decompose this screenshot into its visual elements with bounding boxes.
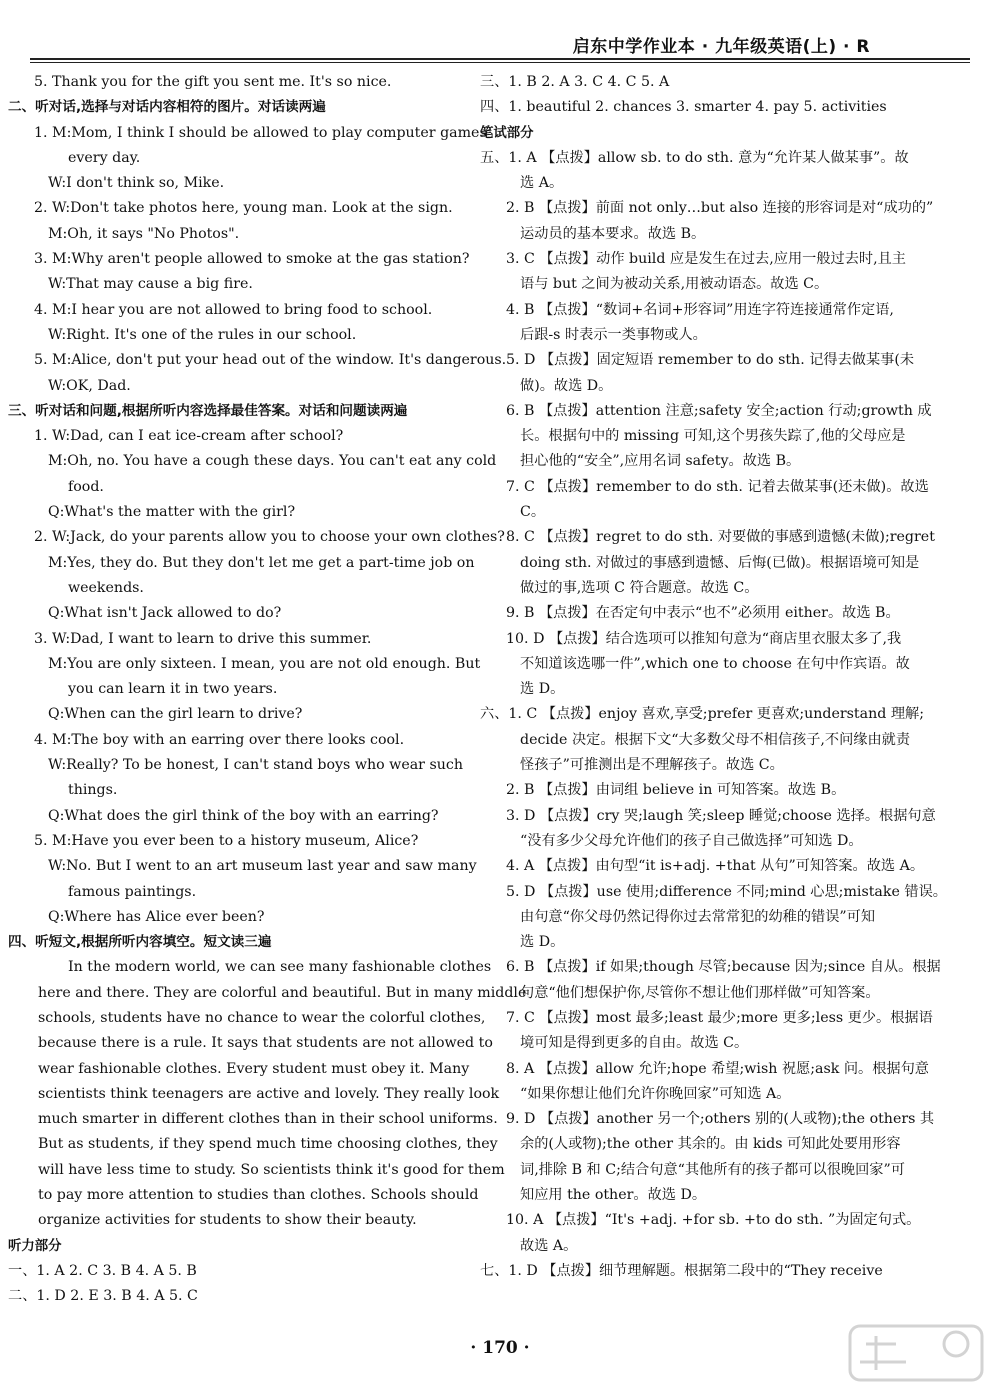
right-text-line: 6. B 【点拨】if 如果;though 尽管;because 因为;since 自从。根据 [506, 959, 941, 976]
right-text-line: “没有多少父母允许他们的孩子自己做选择”可知选 D。 [520, 832, 863, 849]
left-text-line: weekends. [68, 579, 144, 596]
right-text-line: 四、1. beautiful 2. chances 3. smarter 4. pay 5. activities [480, 99, 887, 116]
header-title: 启东中学作业本 · 九年级英语(上) · R [572, 37, 870, 57]
left-text-line: W:Right. It's one of the rules in our school. [48, 326, 357, 343]
left-text-line: 1. M:Mom, I think I should be allowed to play computer games [34, 124, 487, 141]
left-text-line: 5. M:Alice, don't put your head out of the window. It's dangerous. [34, 352, 507, 369]
right-text-line: 由句意“你父母仍然记得你过去常常犯的幼稚的错误”可知 [520, 908, 876, 925]
right-text-line: 4. A 【点拨】由句型“it is+adj. +that 从句”可知答案。故选 A。 [506, 858, 925, 875]
right-text-line: 故选 A。 [520, 1237, 578, 1254]
left-text-line: But as students, if they spend much time choosing clothes, they [38, 1136, 498, 1153]
right-text-line: 7. C 【点拨】remember to do sth. 记着去做某事(还未做)。故选 [506, 478, 929, 495]
right-text-line: 语与 but 之间为被动关系,用被动语态。故选 C。 [520, 276, 829, 293]
left-text-line: because there is a rule. It says that students are not allowed to [38, 1035, 493, 1052]
left-text-line: 二、听对话,选择与对话内容相符的图片。对话读两遍 [8, 99, 326, 116]
left-text-line: to pay more attention to studies than clothes. Schools should [38, 1187, 479, 1204]
header-rule [30, 58, 970, 60]
right-text-line: 8. A 【点拨】allow 允许;hope 希望;wish 祝愿;ask 问。根据句意 [506, 1060, 929, 1077]
right-text-line: 六、1. C 【点拨】enjoy 喜欢,享受;prefer 更喜欢;understand 理解; [480, 706, 924, 723]
right-text-line: 长。根据句中的 missing 可知,这个男孩失踪了,他的父母应是 [520, 428, 906, 445]
right-text-line: 10. D 【点拨】结合选项可以推知句意为“商店里衣服太多了,我 [506, 630, 902, 647]
left-text-line: Q:What's the matter with the girl? [48, 504, 296, 521]
right-text-line: 知应用 the other。故选 D。 [520, 1187, 707, 1204]
right-text-line: 三、1. B 2. A 3. C 4. C 5. A [480, 74, 670, 90]
left-text-line: W:No. But I went to an art museum last year and saw many [48, 858, 477, 875]
right-text-line: 10. A 【点拨】“It's +adj. +for sb. +to do sth. ”为固定句式。 [506, 1212, 921, 1229]
left-text-line: 5. Thank you for the gift you sent me. It's so nice. [34, 74, 392, 90]
left-text-line: M:Yes, they do. But they don't let me get a part-time job on [48, 554, 475, 571]
watermark-logo-icon [846, 1322, 986, 1384]
right-text-line: 选 D。 [520, 681, 565, 698]
right-text-line: 不知道该选哪一件”,which one to choose 在句中作宾语。故 [520, 655, 910, 672]
left-text-line: W:I don't think so, Mike. [48, 175, 225, 192]
right-text-line: 2. B 【点拨】前面 not only…but also 连接的形容词是对“成功的” [506, 200, 934, 217]
right-text-line: 余的(人或物);the other 其余的。由 kids 可知此处要用形容 [520, 1136, 901, 1153]
right-text-line: 担心他的“安全”,应用名词 safety。故选 B。 [520, 453, 801, 470]
right-text-line: C。 [520, 504, 546, 521]
left-text-line: In the modern world, we can see many fashionable clothes [68, 959, 492, 976]
right-text-line: 五、1. A 【点拨】allow sb. to do sth. 意为“允许某人做某事”。故 [480, 149, 909, 166]
left-text-line: 一、1. A 2. C 3. B 4. A 5. B [8, 1262, 197, 1279]
right-column [480, 70, 947, 1284]
left-text-line: much smarter in different clothes than in their school uniforms. [38, 1111, 498, 1128]
left-text-line: scientists think teenagers are active and lovely. They really look [38, 1085, 500, 1102]
left-text-line: 5. M:Have you ever been to a history museum, Alice? [34, 832, 419, 849]
right-text-line: 词,排除 B 和 C;结合句意“其他所有的孩子都可以很晚回家”可 [520, 1161, 905, 1178]
right-text-line: 3. D 【点拨】cry 哭;laugh 笑;sleep 睡觉;choose 选择。根据句意 [506, 807, 936, 824]
right-text-line: 5. D 【点拨】use 使用;difference 不同;mind 心思;mistake 错误。 [506, 883, 947, 900]
right-text-line: 笔试部分 [480, 125, 534, 141]
right-text-line: 选 A。 [520, 175, 564, 192]
header-rule-thin [30, 62, 970, 63]
left-text-line: W:OK, Dad. [48, 377, 131, 394]
left-text-line: 三、听对话和问题,根据所听内容选择最佳答案。对话和问题读两遍 [8, 402, 408, 419]
left-text-line: W:Really? To be honest, I can't stand boys who wear such [48, 757, 463, 774]
left-text-line: wear fashionable clothes. Every student must obey it. Many [38, 1060, 470, 1077]
right-text-line: 2. B 【点拨】由词组 believe in 可知答案。故选 B。 [506, 782, 846, 799]
left-text-line: 4. M:The boy with an earring over there looks cool. [34, 731, 405, 748]
left-text-line: Q:Where has Alice ever been? [48, 908, 265, 925]
left-text-line: every day. [68, 149, 141, 166]
page-header [30, 28, 970, 58]
right-text-line: 句意“他们想保护你,尽管你不想让他们那样做”可知答案。 [520, 984, 880, 1001]
right-text-line: 4. B 【点拨】“数词+名词+形容词”用连字符连接通常作定语, [506, 301, 894, 318]
left-text-line: schools, students have no chance to wear the colorful clothes, [38, 1009, 486, 1026]
page-number: · 170 · [470, 1338, 530, 1358]
right-text-line: doing sth. 对做过的事感到遗憾、后悔(已做)。根据语境可知是 [520, 554, 920, 571]
right-text-line: 后跟-s 时表示一类事物或人。 [520, 326, 707, 343]
right-text-line: 3. C 【点拨】动作 build 应是发生在过去,应用一般过去时,且主 [506, 251, 906, 268]
left-text-line: here and there. They are colorful and beautiful. But in many middle [38, 984, 527, 1001]
right-text-line: 7. C 【点拨】most 最多;least 最少;more 更多;less 更少。根据语 [506, 1009, 933, 1026]
right-text-line: decide 决定。根据下文“大多数父母不相信孩子,不问缘由就责 [520, 731, 911, 748]
left-text-line: M:You are only sixteen. I mean, you are not old enough. But [48, 655, 481, 672]
right-text-line: 9. B 【点拨】在否定句中表示“也不”必须用 either。故选 B。 [506, 605, 900, 622]
right-text-line: 5. D 【点拨】固定短语 remember to do sth. 记得去做某事(未 [506, 352, 915, 369]
left-text-line: organize activities for students to show their beauty. [38, 1212, 417, 1229]
right-text-line: “如果你想让他们允许你晚回家”可知选 A。 [520, 1085, 791, 1102]
left-text-line: 4. M:I hear you are not allowed to bring food to school. [34, 301, 433, 318]
right-text-line: 6. B 【点拨】attention 注意;safety 安全;action 行动;growth 成 [506, 402, 932, 419]
left-text-line: 四、听短文,根据所听内容填空。短文读三遍 [8, 934, 272, 951]
right-text-line: 9. D 【点拨】another 另一个;others 别的(人或物);the others 其 [506, 1111, 935, 1128]
left-text-line: M:Oh, no. You have a cough these days. You can't eat any cold [48, 453, 497, 470]
left-text-line: things. [68, 782, 118, 799]
right-text-line: 七、1. D 【点拨】细节理解题。根据第二段中的“They receive [480, 1262, 883, 1279]
left-text-line: 2. W:Jack, do your parents allow you to choose your own clothes? [34, 529, 505, 546]
left-text-line: M:Oh, it says "No Photos". [48, 225, 240, 242]
left-text-line: 1. W:Dad, can I eat ice-cream after school? [34, 428, 344, 445]
left-text-line: W:That may cause a big fire. [48, 276, 253, 293]
left-text-line: will have less time to study. So scientists think it's good for them [38, 1161, 505, 1178]
right-text-line: 境可知是得到更多的自由。故选 C。 [520, 1035, 749, 1052]
left-text-line: Q:What does the girl think of the boy with an earring? [48, 807, 439, 824]
right-text-line: 选 D。 [520, 934, 565, 951]
left-text-line: you can learn it in two years. [68, 681, 278, 698]
right-text-line: 怪孩子”可推测出是不理解孩子。故选 C。 [520, 757, 784, 774]
left-text-line: 3. W:Dad, I want to learn to drive this summer. [34, 630, 372, 647]
left-text-line: 二、1. D 2. E 3. B 4. A 5. C [8, 1288, 198, 1305]
left-text-line: 2. W:Don't take photos here, young man. Look at the sign. [34, 200, 453, 217]
left-text-line: Q:When can the girl learn to drive? [48, 706, 303, 723]
right-text-line: 做)。故选 D。 [520, 377, 613, 394]
right-text-line: 8. C 【点拨】regret to do sth. 对要做的事感到遗憾(未做);regret [506, 529, 935, 546]
left-text-line: famous paintings. [68, 883, 197, 900]
left-text-line: 听力部分 [8, 1238, 62, 1254]
left-text-line: Q:What isn't Jack allowed to do? [48, 605, 282, 622]
right-text-line: 运动员的基本要求。故选 B。 [520, 225, 706, 242]
left-text-line: food. [68, 478, 104, 495]
right-text-line: 做过的事,选项 C 符合题意。故选 C。 [520, 579, 759, 596]
left-text-line: 3. M:Why aren't people allowed to smoke at the gas station? [34, 251, 470, 268]
